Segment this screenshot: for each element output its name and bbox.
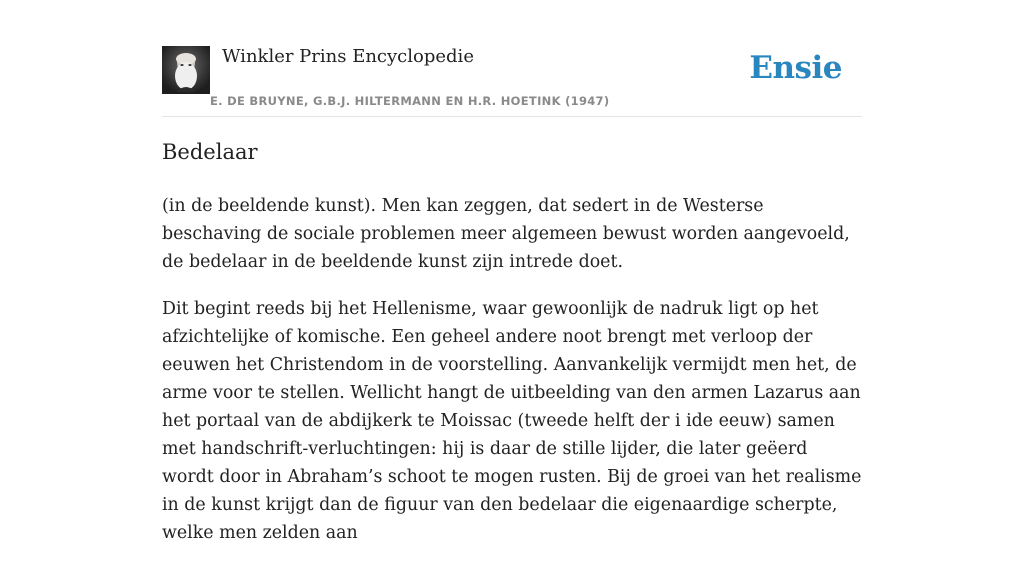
article-title: Bedelaar	[162, 140, 258, 164]
bearded-man-portrait-icon	[162, 46, 210, 94]
avatar[interactable]	[162, 46, 210, 94]
source-title[interactable]: Winkler Prins Encyclopedie	[222, 46, 474, 67]
article-paragraph-2: Dit begint reeds bij het Hellenisme, waar gewoonlijk de nadruk ligt op het afzichtelijke of komische. Een geheel andere noot brengt met verloop der eeuwen het Christendom in de voorstelling. Aanvankelijk vermijdt men het, de arme voor te stellen. Wellicht hangt de uitbeelding van den armen Lazarus aan het portaal van de abdijkerk te Moissac (tweede helft der i ide eeuw) samen met handschrift-verluchtingen: hij is daar de stille lijder, die later geëerd wordt door in Abraham’s schoot te mogen rusten. Bij de groei van het realisme in de kunst krijgt dan de figuur van den bedelaar die eigenaardige scherpte, welke men zelden aan	[162, 299, 862, 543]
source-header	[162, 46, 862, 117]
article-body	[162, 192, 862, 566]
source-authors: E. DE BRUYNE, G.B.J. HILTERMANN EN H.R. HOETINK (1947)	[210, 94, 610, 108]
article-paragraph-1: (in de beeldende kunst). Men kan zeggen, dat sedert in de Westerse beschaving de sociale problemen meer algemeen bewust worden aangevoeld, de bedelaar in de beeldende kunst zijn intrede doet.	[162, 196, 850, 272]
brand-logo[interactable]: Ensie	[749, 50, 842, 86]
